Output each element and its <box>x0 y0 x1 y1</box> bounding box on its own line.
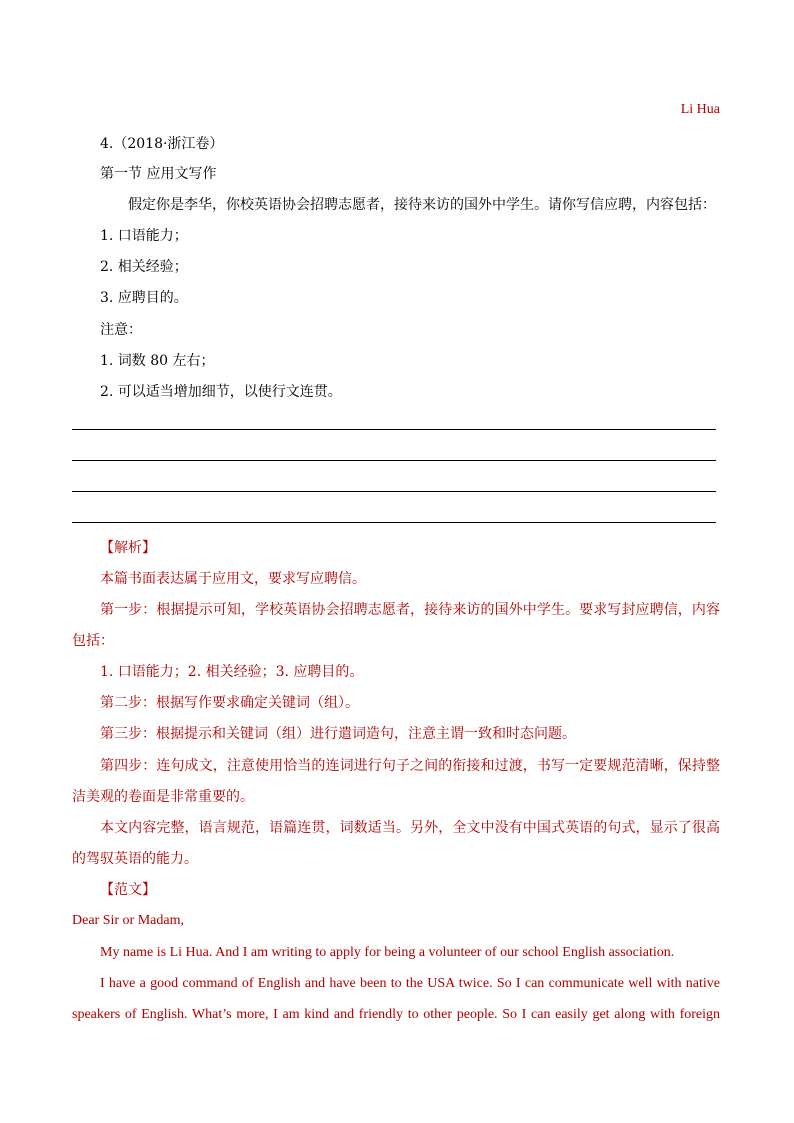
question-prompt: 假定你是李华，你校英语协会招聘志愿者，接待来访的国外中学生。请你写信应聘，内容包括： <box>128 197 716 213</box>
note-1: 1. 词数 80 左右； <box>100 353 215 369</box>
analysis-step-1: 第一步：根据提示可知，学校英语协会招聘志愿者，接待来访的国外中学生。要求写封应聘信，内容 <box>100 602 720 618</box>
sample-paragraph-1: My name is Li Hua. And I am writing to apply for being a volunteer of our school English association. <box>100 945 675 960</box>
sample-title: 【范文】 <box>100 882 156 898</box>
answer-line-1 <box>72 429 716 430</box>
sample-salutation: Dear Sir or Madam, <box>72 913 184 928</box>
sample-paragraph-2: I have a good command of English and have been to the USA twice. So I can communicate well with native <box>100 976 720 991</box>
analysis-step-1-cont: 包括： <box>72 633 114 649</box>
analysis-step-3: 第三步：根据提示和关键词（组）进行遣词造句，注意主谓一致和时态问题。 <box>100 726 576 742</box>
analysis-step-2: 第二步：根据写作要求确定关键词（组）。 <box>100 695 359 711</box>
question-number: 4.（2018·浙江卷） <box>100 136 224 152</box>
note-title: 注意： <box>100 322 142 338</box>
content-point-3: 3. 应聘目的。 <box>100 290 188 306</box>
previous-page-signature: Li Hua <box>680 102 720 117</box>
content-point-2: 2. 相关经验； <box>100 259 188 275</box>
sample-paragraph-2-cont: speakers of English. What’s more, I am kind and friendly to other people. So I can easily get along with foreign <box>72 1007 720 1022</box>
analysis-title: 【解析】 <box>100 540 156 556</box>
answer-line-3 <box>72 491 716 492</box>
answer-line-2 <box>72 460 716 461</box>
analysis-summary: 本文内容完整，语言规范，语篇连贯，词数适当。另外，全文中没有中国式英语的句式，显示了很高 <box>100 820 720 836</box>
analysis-step-4: 第四步：连句成文，注意使用恰当的连词进行句子之间的衔接和过渡，书写一定要规范清晰，保持整 <box>100 758 720 774</box>
note-2: 2. 可以适当增加细节，以使行文连贯。 <box>100 384 342 400</box>
section-title: 第一节 应用文写作 <box>100 166 217 182</box>
analysis-line-1: 本篇书面表达属于应用文，要求写应聘信。 <box>100 571 366 587</box>
content-point-1: 1. 口语能力； <box>100 228 188 244</box>
analysis-step-4-cont: 洁美观的卷面是非常重要的。 <box>72 789 254 805</box>
analysis-summary-cont: 的驾驭英语的能力。 <box>72 851 198 867</box>
answer-line-4 <box>72 522 716 523</box>
analysis-step-1-points: 1. 口语能力；2. 相关经验；3. 应聘目的。 <box>100 664 364 680</box>
